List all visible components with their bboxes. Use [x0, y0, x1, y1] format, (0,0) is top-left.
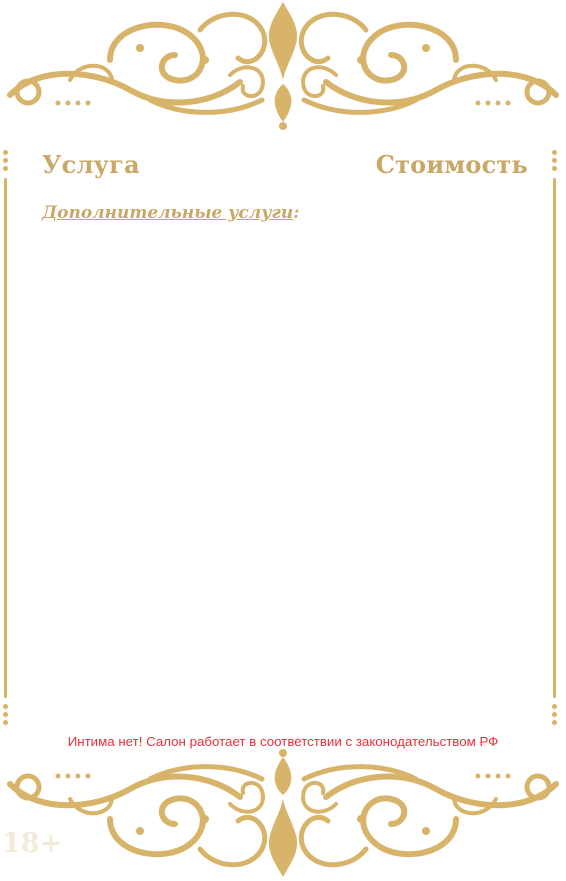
price-column-header: Стоимость: [375, 150, 528, 179]
baroque-scroll-ornament-icon: [0, 746, 566, 881]
extras-title-colon: :: [293, 203, 300, 223]
left-border-dots-bottom: [2, 704, 9, 728]
extras-section-title: [42, 203, 300, 223]
service-column-header: Услуга: [42, 150, 140, 179]
extras-title-text: Дополнительные услуги: [42, 203, 294, 223]
legal-disclaimer: Интима нет! Салон работает в соответствии с законодательством РФ: [67, 734, 499, 749]
baroque-scroll-ornament-icon: [0, 0, 566, 132]
age-restriction-badge: 18+: [2, 828, 63, 859]
right-border-line: [553, 178, 556, 698]
left-border-dots-top: [2, 150, 9, 174]
right-border-dots-top: [551, 150, 558, 174]
bottom-ornament: [0, 746, 566, 881]
left-border-line: [4, 178, 7, 698]
top-ornament: [0, 0, 566, 132]
right-border-dots-bottom: [551, 704, 558, 728]
